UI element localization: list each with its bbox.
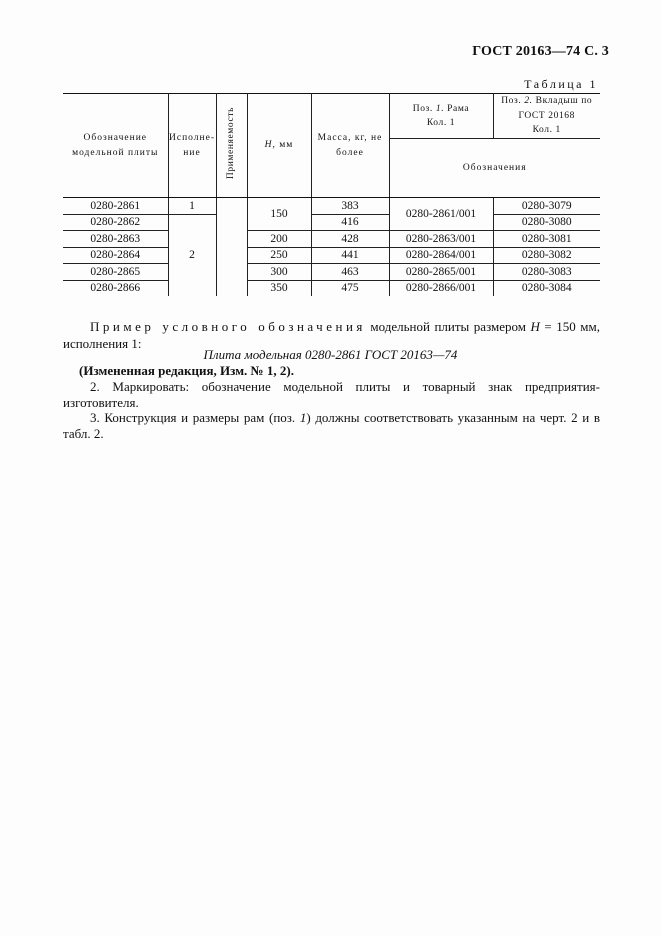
cell-height: 250	[247, 247, 311, 264]
col-header-applicability: Применяемость	[216, 94, 247, 198]
cell-mass: 441	[311, 247, 389, 264]
table-row	[63, 280, 600, 296]
cell-frame: 0280-2863/001	[389, 231, 493, 248]
cell-plate: 0280-2866	[63, 280, 168, 296]
cell-plate: 0280-2861	[63, 198, 168, 215]
col-header-height: H, мм	[247, 94, 311, 198]
table-1	[63, 93, 600, 296]
example-label: Пример условного обозначения	[90, 319, 366, 334]
cell-version: 1	[168, 198, 216, 215]
cell-height: 350	[247, 280, 311, 296]
example-designation: Плита модельная 0280-2861 ГОСТ 20163—74	[203, 347, 458, 362]
cell-insert: 0280-3079	[493, 198, 600, 215]
cell-plate: 0280-2864	[63, 247, 168, 264]
table-row	[63, 264, 600, 281]
page-header: ГОСТ 20163—74 С. 3	[472, 44, 609, 59]
table-row	[63, 247, 600, 264]
cell-height: 200	[247, 231, 311, 248]
cell-frame: 0280-2865/001	[389, 264, 493, 281]
cell-mass: 428	[311, 231, 389, 248]
example-paragraph: Пример условного обозначения модельной плиты размером H = 150 мм, исполнения 1:	[63, 319, 600, 351]
cell-mass: 383	[311, 198, 389, 215]
cell-plate: 0280-2862	[63, 214, 168, 231]
cell-frame: 0280-2866/001	[389, 280, 493, 296]
cell-version: 2	[168, 214, 216, 296]
cell-mass: 463	[311, 264, 389, 281]
cell-mass: 416	[311, 214, 389, 231]
cell-insert: 0280-3084	[493, 280, 600, 296]
item-2: 2. Маркировать: обозначение модельной плиты и товарный знак предприятия-изготовителя.	[63, 379, 600, 410]
cell-insert: 0280-3080	[493, 214, 600, 231]
cell-height: 150	[247, 198, 311, 231]
cell-plate: 0280-2865	[63, 264, 168, 281]
table-caption: Таблица 1	[524, 77, 598, 91]
col-header-pos2: Поз. 2. Вкладыш по ГОСТ 20168 Кол. 1	[493, 94, 600, 139]
col-header-version: Исполне-ние	[168, 94, 216, 198]
table-row	[63, 214, 600, 231]
cell-insert: 0280-3081	[493, 231, 600, 248]
table-header-row	[63, 94, 600, 139]
col-header-mass: Масса, кг, не более	[311, 94, 389, 198]
revision-note: (Измененная редакция, Изм. № 1, 2).	[79, 363, 294, 378]
cell-plate: 0280-2863	[63, 231, 168, 248]
col-header-designation: Обозначение модельной плиты	[63, 94, 168, 198]
cell-insert: 0280-3083	[493, 264, 600, 281]
numbered-items	[63, 379, 600, 441]
col-header-designations: Обозначения	[389, 139, 600, 198]
cell-frame: 0280-2861/001	[389, 198, 493, 231]
item-3: 3. Конструкция и размеры рам (поз. 1) должны соответствовать указанным на черт. 2 и в табл. 2.	[63, 410, 600, 441]
cell-insert: 0280-3082	[493, 247, 600, 264]
cell-frame: 0280-2864/001	[389, 247, 493, 264]
cell-mass: 475	[311, 280, 389, 296]
table-row	[63, 231, 600, 248]
col-header-pos1: Поз. 1. Рама Кол. 1	[389, 94, 493, 139]
cell-applicability	[216, 198, 247, 297]
cell-height: 300	[247, 264, 311, 281]
table-row	[63, 198, 600, 215]
